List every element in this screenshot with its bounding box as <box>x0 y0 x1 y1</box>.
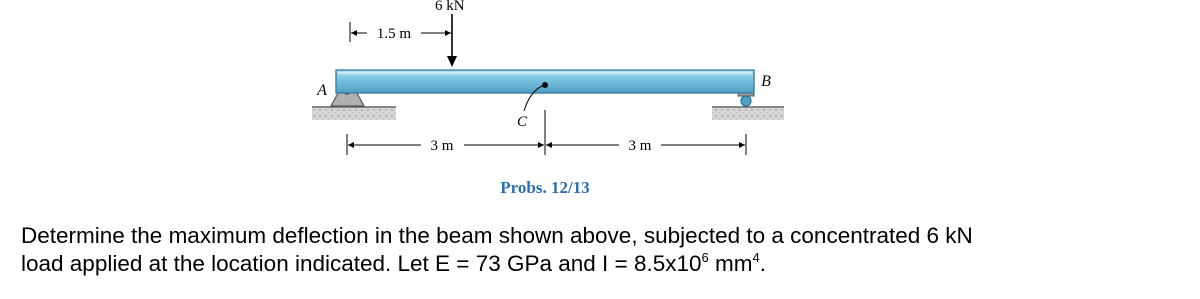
problem-line-2-text: load applied at the location indicated. Let E = 73 GPa and I = 8.5x10 <box>21 251 702 276</box>
problem-line-1: Determine the maximum deflection in the beam shown above, subjected to a concentrated 6 kN <box>21 223 973 248</box>
roller-support-b <box>738 92 754 106</box>
dim-bottom-lines <box>347 110 746 155</box>
ground-left <box>312 107 396 120</box>
problem-line-2-end: . <box>759 251 766 276</box>
dim-right-span-label: 3 m <box>628 138 652 154</box>
dim-left-span-label: 3 m <box>430 138 454 154</box>
problem-statement <box>21 222 1191 278</box>
figure-caption: Probs. 12/13 <box>500 178 590 197</box>
point-c-label: C <box>516 114 528 130</box>
load-arrow <box>447 14 457 67</box>
ground-right <box>712 107 784 120</box>
inertia-exponent: 6 <box>701 249 709 265</box>
unit-exponent: 4 <box>752 249 760 265</box>
support-b-label: B <box>761 73 771 90</box>
support-a-label: A <box>317 82 327 99</box>
load-label: 6 kN <box>435 0 465 14</box>
problem-line-2 <box>21 250 1191 278</box>
inertia-unit: mm <box>708 251 753 276</box>
dim-load-offset-label: 1.5 m <box>376 26 412 42</box>
